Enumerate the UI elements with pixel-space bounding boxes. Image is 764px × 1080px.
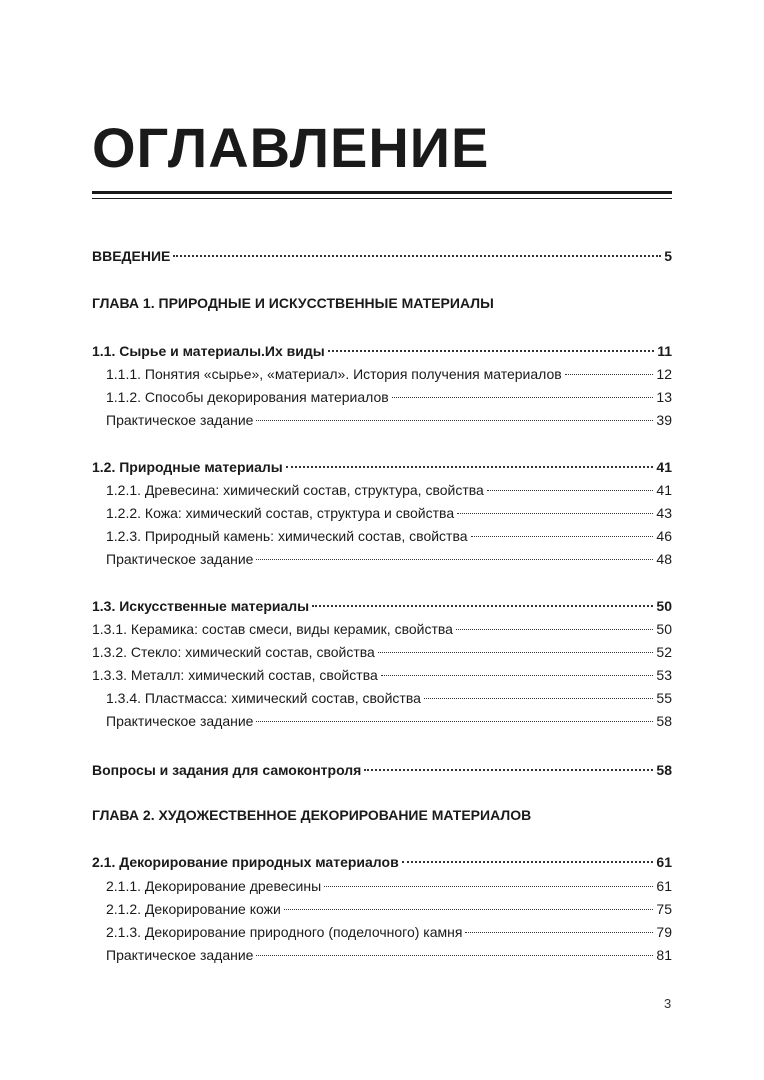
page-title: ОГЛАВЛЕНИЕ xyxy=(92,116,490,179)
toc-entry-section-1-2-2[interactable]: 1.2.2. Кожа: химический состав, структура и свойства 43 xyxy=(106,505,672,521)
toc-entry-section-2-1-1[interactable]: 2.1.1. Декорирование древесины 61 xyxy=(106,878,672,894)
toc-entry-section-1-3-2[interactable]: 1.3.2. Стекло: химический состав, свойства 52 xyxy=(92,644,672,660)
toc-entry-section-1-3[interactable]: 1.3. Искусственные материалы 50 xyxy=(92,598,672,614)
toc-entry-practice-1-3[interactable]: Практическое задание 58 xyxy=(106,713,672,729)
toc-entry-introduction[interactable]: ВВЕДЕНИЕ 5 xyxy=(92,248,672,264)
toc-entry-section-1-1-1[interactable]: 1.1.1. Понятия «сырье», «материал». История получения материалов 12 xyxy=(106,366,672,382)
toc-entry-section-2-1[interactable]: 2.1. Декорирование природных материалов 61 xyxy=(92,854,672,870)
title-rule-thin xyxy=(92,198,672,199)
toc-entry-section-1-2-3[interactable]: 1.2.3. Природный камень: химический состав, свойства 46 xyxy=(106,528,672,544)
toc-entry-section-2-1-3[interactable]: 2.1.3. Декорирование природного (поделочного) камня 79 xyxy=(106,924,672,940)
toc-page xyxy=(92,0,672,1080)
toc-entry-section-2-1-2[interactable]: 2.1.2. Декорирование кожи 75 xyxy=(106,901,672,917)
toc-entry-section-1-1-2[interactable]: 1.1.2. Способы декорирования материалов 13 xyxy=(106,389,672,405)
toc-entry-practice-1-1[interactable]: Практическое задание 39 xyxy=(106,412,672,428)
title-rule-thick xyxy=(92,191,672,194)
chapter-2-heading[interactable]: ГЛАВА 2. ХУДОЖЕСТВЕННОЕ ДЕКОРИРОВАНИЕ МАТЕРИАЛОВ xyxy=(92,807,532,823)
toc-entry-section-1-3-1[interactable]: 1.3.1. Керамика: состав смеси, виды керамик, свойства 50 xyxy=(92,621,672,637)
toc-entry-section-1-3-3[interactable]: 1.3.3. Металл: химический состав, свойства 53 xyxy=(92,667,672,683)
toc-entry-section-1-3-4[interactable]: 1.3.4. Пластмасса: химический состав, свойства 55 xyxy=(106,690,672,706)
toc-entry-section-1-1[interactable]: 1.1. Сырье и материалы.Их виды 11 xyxy=(92,343,672,359)
toc-entry-section-1-2[interactable]: 1.2. Природные материалы 41 xyxy=(92,459,672,475)
toc-entry-self-check-questions[interactable]: Вопросы и задания для самоконтроля 58 xyxy=(92,762,672,778)
chapter-1-heading[interactable]: ГЛАВА 1. ПРИРОДНЫЕ И ИСКУССТВЕННЫЕ МАТЕРИАЛЫ xyxy=(92,295,494,311)
toc-entry-practice-1-2[interactable]: Практическое задание 48 xyxy=(106,551,672,567)
page-number: 3 xyxy=(664,996,672,1011)
toc-entry-section-1-2-1[interactable]: 1.2.1. Древесина: химический состав, структура, свойства 41 xyxy=(106,482,672,498)
toc-entry-practice-2-1[interactable]: Практическое задание 81 xyxy=(106,947,672,963)
